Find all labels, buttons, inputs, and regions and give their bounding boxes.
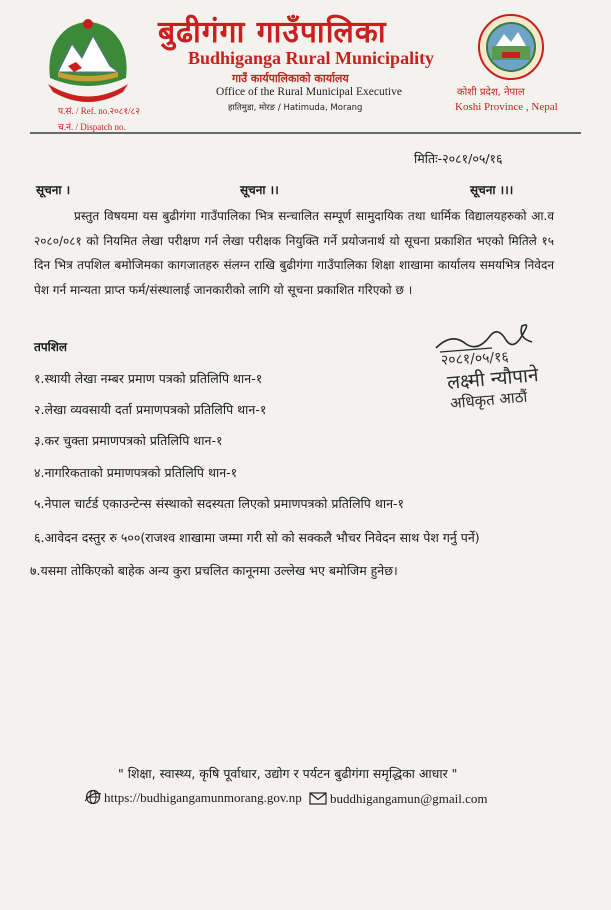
signature-date: २०८१/०५/१६	[440, 349, 510, 369]
letter-date: मितिः-२०८१/०५/१६	[414, 151, 503, 166]
list-item: ६.आवेदन दस्तुर रु ५००(राजश्व शाखामा जम्मा गरी सो को सक्कलै भौचर निवेदन साथ पेश गर्नु पर्ने)	[34, 530, 480, 545]
notice-heading-right: सूचना ।।।	[470, 183, 514, 197]
footer-website-link[interactable]: https://budhigangamunmorang.gov.np	[104, 790, 302, 805]
list-item: १.स्थायी लेखा नम्बर प्रमाण पत्रको प्रतिलिपि थान-१	[34, 371, 263, 386]
letterhead-office-english: Office of the Rural Municipal Executive	[216, 86, 402, 98]
notice-heading-center: सूचना ।।	[240, 183, 279, 197]
list-item: २.लेखा व्यवसायी दर्ता प्रमाणपत्रको प्रतिलिपि थान-१	[34, 402, 267, 417]
municipality-logo-icon	[478, 12, 544, 82]
letterhead-province-english: Koshi Province , Nepal	[455, 101, 558, 113]
letterhead-title-nepali: बुढीगंगा गाउँपालिका	[158, 15, 387, 50]
footer-email-link[interactable]: buddhigangamun@gmail.com	[330, 791, 488, 806]
notice-heading-left: सूचना ।	[36, 183, 71, 197]
globe-icon	[84, 789, 102, 805]
footer-motto: " शिक्षा, स्वास्थ्य, कृषि पूर्वाधार, उद्योग र पर्यटन बुढीगंगा समृद्धिका आधार "	[118, 766, 458, 781]
notice-body: प्रस्तुत विषयमा यस बुढीगंगा गाउँपालिका भित्र सन्चालित सम्पूर्ण सामुदायिक तथा धार्मिक विद्यालयहरुको आ.व २०८०/०८१ को नियमित लेखा परीक्षण गर्न लेखा परीक्षक नियुक्ति गर्ने प्रयोजनार्थ यो सूचना प्रकाशित भएको मितिले १५ दिन भित्र तपशिल बमोजिमका कागजातहरु संलग्न राखि बुढीगंगा गाउँपालिका शिक्षा शाखामा कार्यालय समयभित्र निवेदन पेश गर्न मान्यता प्राप्त फर्म/संस्थालाई जानकारीको लागि यो सूचना प्रकाशित गरिएको छ ।	[34, 209, 554, 297]
letterhead-title-english: Budhiganga Rural Municipality	[188, 48, 435, 68]
letterhead-office-nepali: गाउँ कार्यपालिकाको कार्यालय	[232, 72, 349, 85]
list-item: ४.नागरिकताको प्रमाणपत्रको प्रतिलिपि थान-१	[34, 465, 238, 480]
letterhead-divider	[30, 132, 581, 134]
list-item: ५.नेपाल चार्टर्ड एकाउन्टेन्स संस्थाको सदस्यता लिएको प्रमाणपत्रको प्रतिलिपि थान-१	[34, 496, 405, 511]
nepal-emblem-icon	[38, 14, 138, 104]
list-heading: तपशिल	[34, 340, 68, 354]
dispatch-number: च.नं. / Dispatch no.	[58, 122, 126, 132]
list-item: ७.यसमा तोकिएको बाहेक अन्य कुरा प्रचलित कानूनमा उल्लेख भए बमोजिम हुनेछ।	[30, 563, 398, 578]
letterhead-address: हातिमुडा, मोरङ / Hatimuda, Morang	[228, 103, 363, 113]
letterhead-province-nepali: कोशी प्रदेश, नेपाल	[457, 87, 525, 98]
signatory-post: अधिकृत आठौं	[449, 387, 528, 413]
envelope-icon	[309, 792, 327, 805]
list-item: ३.कर चुक्ता प्रमाणपत्रको प्रतिलिपि थान-१	[34, 433, 223, 448]
signatory-name: लक्ष्मी न्यौपाने	[446, 364, 540, 394]
reference-number: प.सं. / Ref. no.२०८१/८२	[58, 106, 141, 116]
